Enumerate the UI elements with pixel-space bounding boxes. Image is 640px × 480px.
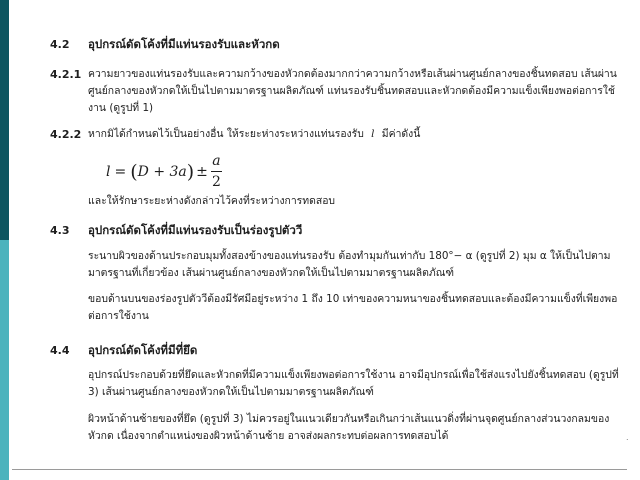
section-number-4-2-1: 4.2.1	[50, 68, 82, 81]
section-number-4-2: 4.2	[50, 38, 70, 51]
paragraph-4-3-2: ขอบด้านบนของร่องรูปตัววีต้องมีรัศมีอยู่ระหว่าง 1 ถึง 10 เท่าของความหนาของชิ้นทดสอบและต้องมีความแข็งที่เพียงพอต่อการใช้งาน	[88, 293, 618, 322]
paragraph-4-4-1: อุปกรณ์ประกอบด้วยที่ยึดและหัวกดที่มีความแข็งเพียงพอต่อการใช้งาน อาจมีอุปกรณ์เพื่อใช้ส่งแรงไปยังชิ้นทดสอบ (ดูรูปที่ 3) เส้นผ่านศูนย์กลางของหัวกดให้เป็นไปตามมาตรฐานผลิตภัณฑ์	[88, 369, 619, 398]
paragraph-4-2-2-text: หากมิได้กำหนดไว้เป็นอย่างอื่น ให้ระยะห่างระหว่างแท่นรองรับ	[88, 128, 364, 140]
page-mark: .	[626, 433, 629, 442]
formula-open-paren: (	[130, 160, 138, 183]
paragraph-4-2-2-text-end: มีค่าดังนี้	[381, 128, 421, 140]
accent-bar-light	[0, 240, 9, 480]
formula-term: D + 3a	[137, 163, 187, 180]
fraction-numerator: a	[212, 153, 221, 169]
formula-equals: =	[114, 163, 127, 180]
section-title-4-4: อุปกรณ์ดัดโค้งที่มีที่ยึด	[88, 343, 198, 357]
section-title-4-3: อุปกรณ์ดัดโค้งที่มีแท่นรองรับเป็นร่องรูปตัววี	[88, 223, 303, 237]
section-title-4-2: อุปกรณ์ดัดโค้งที่มีแท่นรองรับและหัวกด	[88, 37, 280, 51]
variable-l: l	[371, 128, 375, 140]
footer-rule	[12, 469, 627, 470]
paragraph-4-3-1: ระนาบผิวของด้านประกอบมุมทั้งสองข้างของแท่นรองรับ ต้องทำมุมกันเท่ากับ 180°− α (ดูรูปที่ 2) มุม α ให้เป็นไปตามมาตรฐานที่เกี่ยวข้อง เส้นผ่านศูนย์กลางของหัวกดให้เป็นไปตามมาตรฐานผลิตภัณฑ์	[88, 250, 611, 279]
span-formula	[106, 153, 222, 190]
section-number-4-2-2: 4.2.2	[50, 128, 82, 141]
formula-plus-minus: ±	[196, 163, 208, 180]
fraction-denominator: 2	[211, 174, 221, 190]
paragraph-4-2-1: ความยาวของแท่นรองรับและความกว้างของหัวกดต้องมากกว่าความกว้างหรือเส้นผ่านศูนย์กลางของชิ้นทดสอบ เส้นผ่านศูนย์กลางของหัวกดให้เป็นไปตามมาตรฐานผลิตภัณฑ์ แท่นรองรับชิ้นทดสอบและหัวกดต้องมีความแข็งเพียงพอต่อการใช้งาน (ดูรูปที่ 1)	[88, 68, 617, 114]
formula-close-paren: )	[186, 160, 195, 183]
section-number-4-4: 4.4	[50, 344, 70, 357]
paragraph-4-2-2-after: และให้รักษาระยะห่างดังกล่าวไว้คงที่ระหว่างการทดสอบ	[88, 195, 336, 207]
formula-fraction	[211, 153, 222, 190]
section-number-4-3: 4.3	[50, 224, 70, 237]
accent-bar-dark	[0, 0, 9, 240]
paragraph-4-2-2	[88, 126, 620, 143]
paragraph-4-4-2: ผิวหน้าด้านซ้ายของที่ยึด (ดูรูปที่ 3) ไม่ควรอยู่ในแนวเดียวกันหรือเกินกว่าเส้นแนวดิ่งที่ผ่านจุดศูนย์กลางส่วนวงกลมของหัวกด เนื่องจากตำแหน่งของผิวหน้าด้านซ้าย อาจส่งผลกระทบต่อผลการทดสอบได้	[88, 413, 610, 442]
formula-lhs: l	[106, 163, 111, 180]
fraction-bar	[211, 171, 222, 172]
